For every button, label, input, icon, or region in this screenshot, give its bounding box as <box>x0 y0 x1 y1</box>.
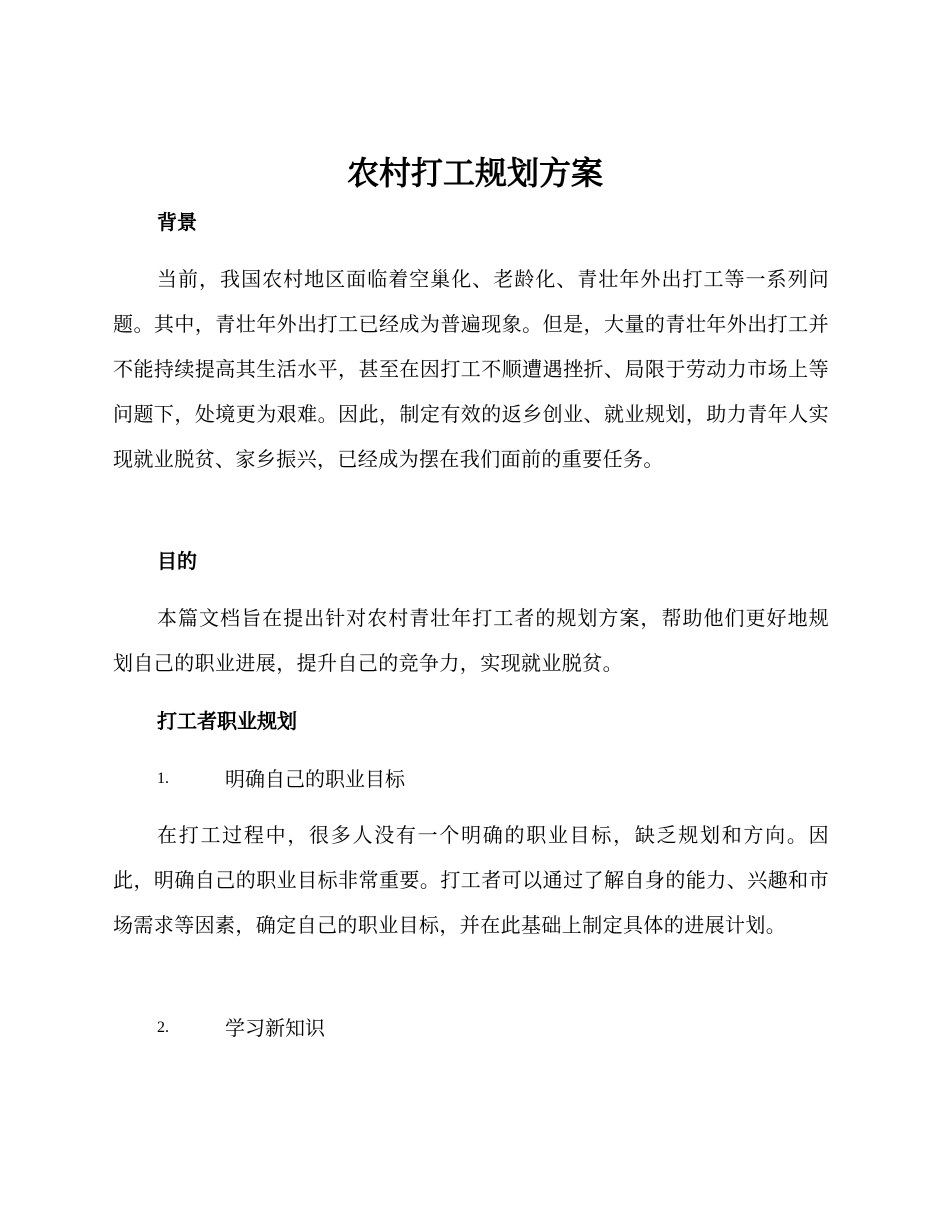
purpose-paragraph: 本篇文档旨在提出针对农村青壮年打工者的规划方案，帮助他们更好地规划自己的职业进展，提升自己的竞争力，实现就业脱贫。 <box>113 606 829 675</box>
list-item-title: 明确自己的职业目标 <box>225 767 405 791</box>
section-heading-background: 背景 <box>157 210 197 234</box>
list-number: 1. <box>157 770 169 787</box>
career-goal-paragraph: 在打工过程中，很多人没有一个明确的职业目标，缺乏规划和方向。因此，明确自己的职业目标非常重要。打工者可以通过了解自身的能力、兴趣和市场需求等因素，确定自己的职业目标，并在此基础上制定具体的进展计划。 <box>113 823 829 937</box>
list-number: 2. <box>157 1019 169 1036</box>
section-heading-purpose: 目的 <box>157 549 197 573</box>
list-item-title: 学习新知识 <box>225 1016 325 1040</box>
section-heading-career-plan: 打工者职业规划 <box>157 709 297 733</box>
background-paragraph: 当前，我国农村地区面临着空巢化、老龄化、青壮年外出打工等一系列问题。其中，青壮年外出打工已经成为普遍现象。但是，大量的青壮年外出打工并不能持续提高其生活水平，甚至在因打工不顺遭遇挫折、局限于劳动力市场上等问题下，处境更为艰难。因此，制定有效的返乡创业、就业规划，助力青年人实现就业脱贫、家乡振兴，已经成为摆在我们面前的重要任务。 <box>113 267 829 471</box>
document-title: 农村打工规划方案 <box>346 154 603 192</box>
